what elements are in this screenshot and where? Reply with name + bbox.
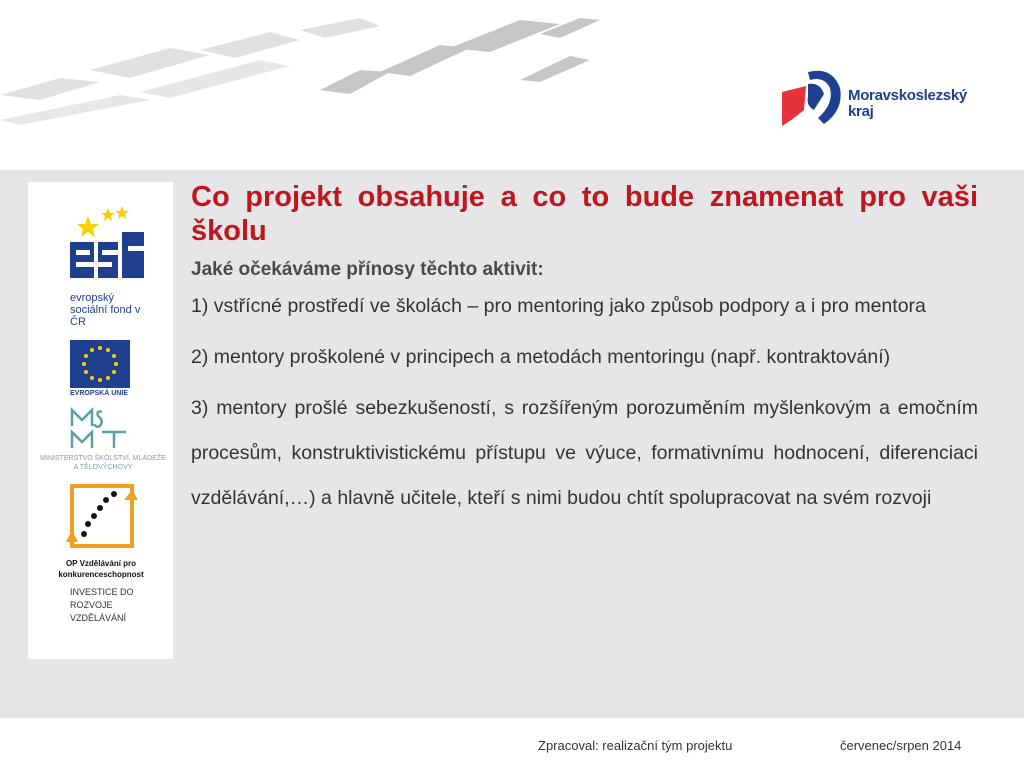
list-item: 3) mentory prošlé sebezkušeností, s rozšířeným porozuměním myšlenkovým a emočním procesům, konstruktivistickému přístupu ve výuce, formativnímu hodnocení, diferenciaci vzdělávání,…) a hlavně učitele, kteří s nimi budou chtít spolupracovat na svém rozvoji: [191, 397, 978, 509]
msmt-logo-icon: [68, 406, 132, 452]
op-vk-logo-icon: [66, 480, 138, 552]
list-item: 1) vstřícné prostředí ve školách – pro mentoring jako způsob podpory a i pro mentora: [191, 295, 926, 317]
slide-title: Co projekt obsahuje a co to bude znamenat pro vaši školu: [191, 181, 978, 247]
header-band: [0, 0, 1024, 170]
region-name: Moravskoslezský kraj: [848, 87, 967, 120]
sidebar-logos: [28, 182, 173, 659]
msmt-caption: MINISTERSTVO ŠKOLSTVÍ, MLÁDEŽE A TĚLOVÝCHOVY: [40, 455, 166, 471]
main-content: [191, 180, 978, 521]
footer-author: Zpracoval: realizační tým projektu: [538, 738, 733, 753]
footer-date: červenec/srpen 2014: [840, 738, 962, 753]
list-item: 2) mentory proškolené v principech a metodách mentoringu (např. kontraktování): [191, 346, 891, 368]
esf-logo-icon: [68, 202, 148, 292]
footer: [0, 718, 1024, 768]
esf-caption: evropský sociální fond v ČR: [70, 292, 141, 328]
region-logo: [778, 66, 988, 130]
eu-caption: EVROPSKÁ UNIE: [70, 390, 128, 397]
op-side-text: INVESTICE DO ROZVOJE VZDĚLÁVÁNÍ: [70, 587, 134, 623]
op-caption: OP Vzdělávání pro konkurenceschopnost: [58, 559, 144, 579]
slide-subtitle: Jaké očekáváme přínosy těchto aktivit:: [191, 259, 544, 280]
eu-flag-icon: [70, 340, 130, 388]
region-emblem-icon: [778, 66, 848, 130]
